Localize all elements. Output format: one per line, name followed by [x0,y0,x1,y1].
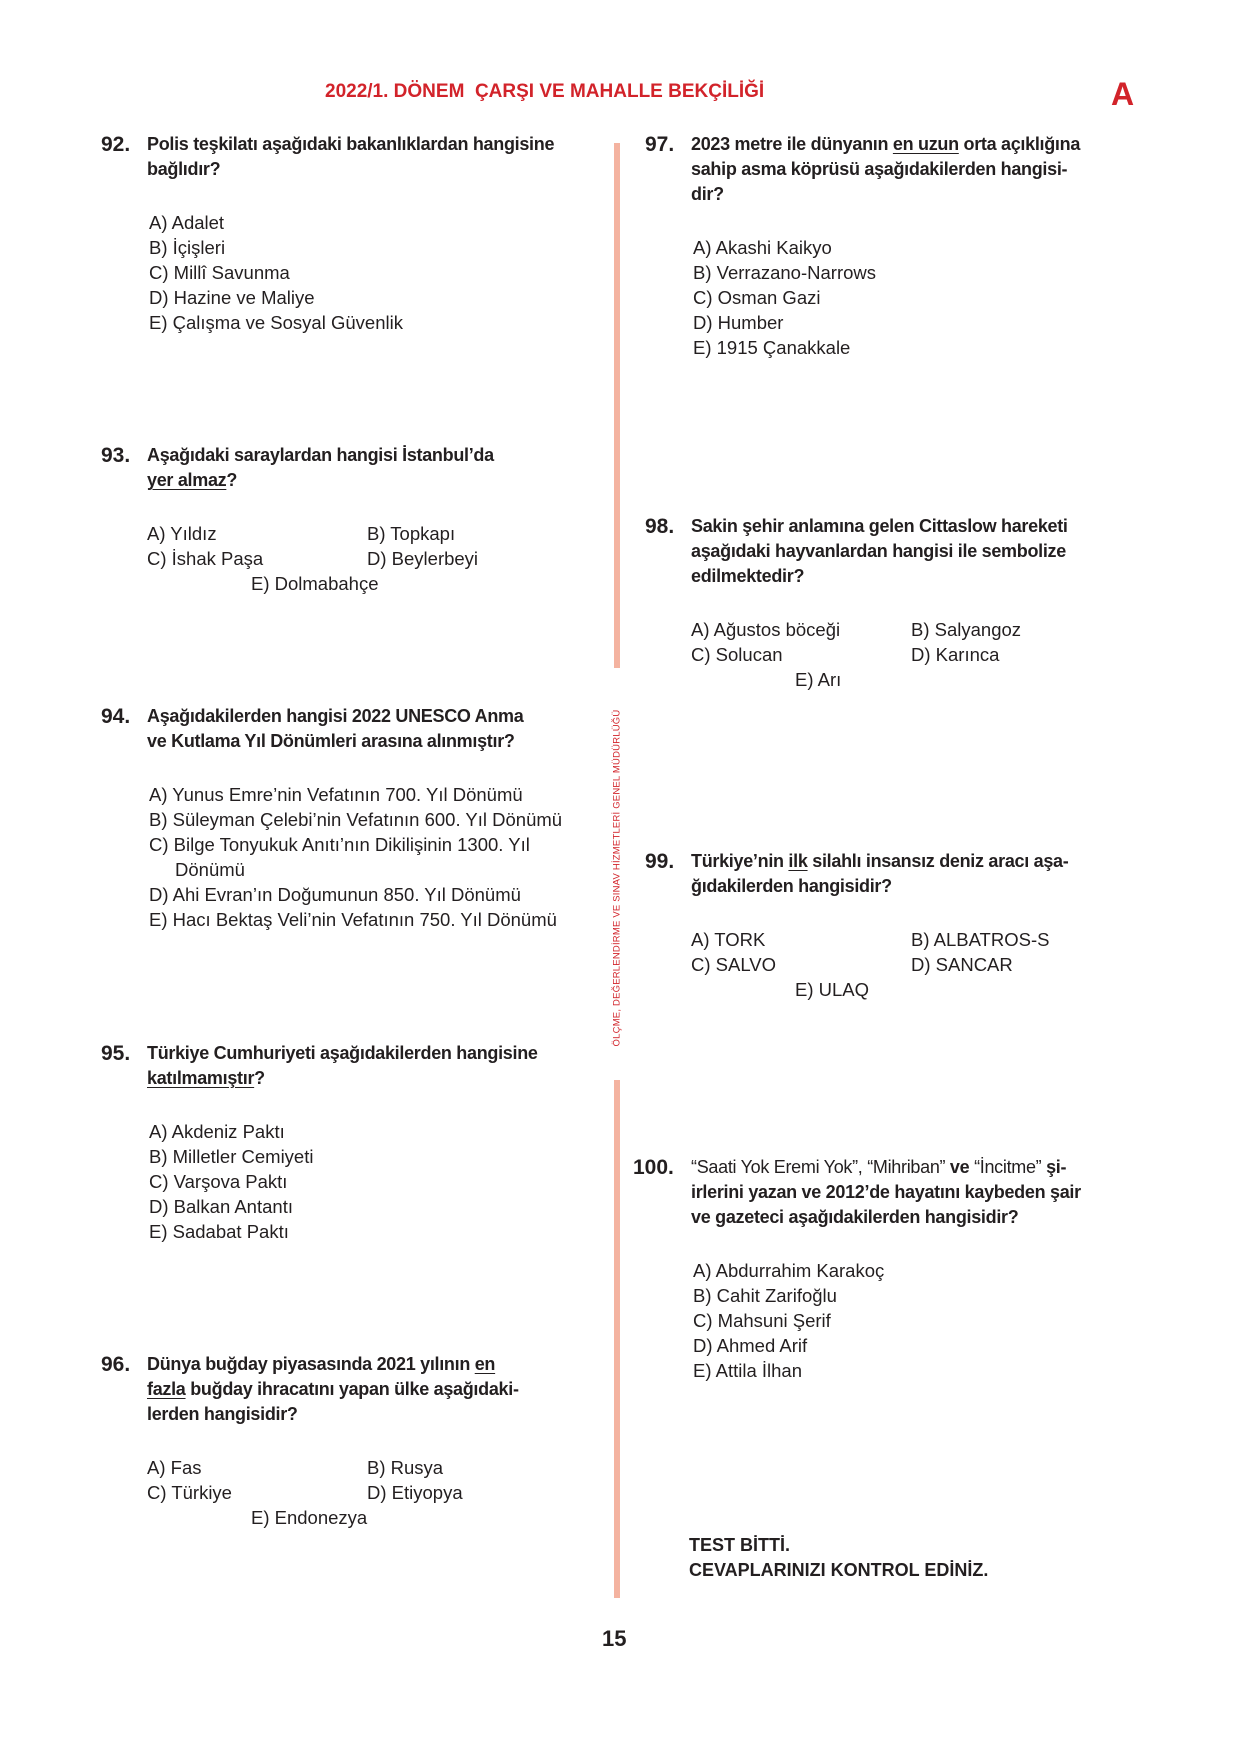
option-e[interactable]: E) Dolmabahçe [251,573,379,594]
question-body [147,1352,611,1530]
question-line [691,132,1185,157]
option-c[interactable]: C) Türkiye [147,1482,232,1503]
option-c[interactable]: C) Varşova Paktı [149,1171,288,1192]
question-98 [645,514,1185,692]
question-text [147,132,611,182]
question-body [691,514,1185,692]
option-d[interactable]: D) Ahi Evran’ın Doğumunun 850. Yıl Dönümü [149,884,521,905]
question-number: 92. [101,133,131,156]
option-d[interactable]: D) Karınca [911,644,1000,665]
option-e[interactable]: E) ULAQ [795,979,870,1000]
emphasis-underline: ilk [788,851,808,871]
option-a[interactable]: A) Yunus Emre’nin Vefatının 700. Yıl Dönümü [149,784,523,805]
option-e[interactable]: E) Sadabat Paktı [149,1221,289,1242]
emphasis-underline: katılmamıştır [147,1068,255,1088]
option-d[interactable]: D) Etiyopya [367,1482,463,1503]
question-93 [101,443,611,596]
option-c[interactable]: C) Solucan [691,644,783,665]
question-text [147,443,611,493]
question-line: Polis teşkilatı aşağıdaki bakanlıklardan hangisine [147,134,555,154]
question-line: ğıdakilerden hangisidir? [691,876,892,896]
booklet-type: A [1111,76,1135,112]
question-body [691,1155,1193,1383]
question-line [147,1352,611,1377]
question-number: 97. [645,133,675,156]
option-c-continued: Dönümü [175,859,245,880]
option-b[interactable]: B) İçişleri [149,237,226,258]
question-94 [101,704,611,932]
question-body [147,132,611,335]
option-a[interactable]: A) Adalet [149,212,225,233]
options-grid [691,617,1185,692]
option-a[interactable]: A) TORK [691,929,766,950]
option-a[interactable]: A) Yıldız [147,523,217,544]
question-line [147,1377,611,1402]
question-text [147,1041,611,1091]
emphasis-underline: fazla [147,1379,186,1399]
question-line: edilmektedir? [691,566,805,586]
option-c[interactable]: C) Millî Savunma [149,262,290,283]
question-line-start: Dünya buğday piyasasında 2021 yılının [147,1354,475,1374]
option-c[interactable]: C) Osman Gazi [693,287,821,308]
option-b[interactable]: B) Milletler Cemiyeti [149,1146,314,1167]
question-body [691,849,1185,1002]
question-text [147,704,611,754]
option-b[interactable]: B) ALBATROS-S [911,929,1050,950]
emphasis-underline: en [474,1354,496,1374]
page-number: 15 [602,1626,627,1651]
option-e[interactable]: E) Hacı Bektaş Veli’nin Vefatının 750. Yıl Dönümü [149,909,557,930]
question-line-rest: orta açıklığına [958,134,1081,154]
exam-title: 2022/1. DÖNEM ÇARŞI VE MAHALLE BEKÇİLİĞİ [325,81,765,102]
question-line-rest: silahlı insansız deniz aracı aşa- [807,851,1069,871]
question-text [147,1352,611,1427]
option-a[interactable]: A) Akdeniz Paktı [149,1121,285,1142]
options-list [147,782,611,932]
question-line [147,468,611,493]
option-a[interactable]: A) Abdurrahim Karakoç [693,1260,885,1281]
question-body [691,132,1185,360]
question-line [147,1066,611,1091]
question-line: bağlıdır? [147,159,221,179]
question-number: 99. [645,850,675,873]
option-b[interactable]: B) Topkapı [367,523,456,544]
question-body [147,1041,611,1244]
option-d[interactable]: D) SANCAR [911,954,1013,975]
options-grid [147,1455,611,1530]
question-number: 98. [645,515,675,538]
option-a[interactable]: A) Akashi Kaikyo [693,237,832,258]
question-line: lerden hangisidir? [147,1404,298,1424]
options-list [691,235,1185,360]
option-c[interactable]: C) İshak Paşa [147,548,264,569]
option-b[interactable]: B) Süleyman Çelebi’nin Vefatının 600. Yıl Dönümü [149,809,563,830]
question-99 [645,849,1185,1002]
question-95 [101,1041,611,1244]
question-line: aşağıdaki hayvanlardan hangisi ile sembolize [691,541,1066,561]
question-line: Aşağıdakilerden hangisi 2022 UNESCO Anma [147,706,524,726]
question-line: ve gazeteci aşağıdakilerden hangisidir? [691,1207,1019,1227]
option-e[interactable]: E) Çalışma ve Sosyal Güvenlik [149,312,403,333]
emphasis-underline: yer almaz [147,470,227,490]
column-divider-bottom [614,1080,620,1598]
question-number: 93. [101,444,131,467]
option-d[interactable]: D) Beylerbeyi [367,548,479,569]
option-c[interactable]: C) Mahsuni Şerif [693,1310,831,1331]
side-organization-label: ÖLÇME, DEĞERLENDİRME VE SINAV HİZMETLERİ GENEL MÜDÜRLÜĞÜ [611,709,623,1047]
question-line [691,1155,1193,1180]
question-line: Aşağıdaki saraylardan hangisi İstanbul’da [147,445,494,465]
option-d[interactable]: D) Balkan Antantı [149,1196,293,1217]
poem-title: “İncitme” [974,1157,1042,1177]
question-body [147,443,611,596]
question-line [691,849,1185,874]
option-c[interactable]: C) SALVO [691,954,776,975]
options-list [147,1119,611,1244]
column-divider-top [614,143,620,668]
option-d[interactable]: D) Hazine ve Maliye [149,287,315,308]
option-b[interactable]: B) Rusya [367,1457,444,1478]
question-line: sahip asma köprüsü aşağıdakilerden hangisi- [691,159,1068,179]
question-96 [101,1352,611,1530]
question-line-rest: ? [226,470,238,490]
options-list [147,210,611,335]
question-100 [633,1155,1193,1383]
question-text [691,1155,1193,1230]
question-line: Sakin şehir anlamına gelen Cittaslow hareketi [691,516,1068,536]
question-text [691,514,1185,589]
option-c[interactable]: C) Bilge Tonyukuk Anıtı’nın Dikilişinin 1300. Yıl [149,834,530,855]
question-line-rest: ? [254,1068,265,1088]
options-grid [691,927,1185,1002]
question-92 [101,132,611,335]
question-text [691,132,1185,207]
question-number: 95. [101,1042,131,1065]
question-line-start: 2023 metre ile dünyanın [691,134,893,154]
question-line-rest: şi- [1041,1157,1067,1177]
test-end-message [689,1533,988,1583]
question-line: ve Kutlama Yıl Dönümleri arasına alınmıştır? [147,731,515,751]
options-list [691,1258,1193,1383]
option-e[interactable]: E) Arı [795,669,842,690]
option-a[interactable]: A) Ağustos böceği [691,619,841,640]
option-e[interactable]: E) Attila İlhan [693,1360,803,1381]
end-line-1: TEST BİTTİ. [689,1535,790,1555]
option-b[interactable]: B) Verrazano-Narrows [693,262,877,283]
option-e[interactable]: E) 1915 Çanakkale [693,337,851,358]
question-line-mid: ve [945,1157,975,1177]
option-d[interactable]: D) Ahmed Arif [693,1335,808,1356]
question-text [691,849,1185,899]
question-number: 96. [101,1353,131,1376]
option-d[interactable]: D) Humber [693,312,784,333]
end-line-2: CEVAPLARINIZI KONTROL EDİNİZ. [689,1560,989,1580]
question-body [147,704,611,932]
question-line: dir? [691,184,724,204]
poem-titles: “Saati Yok Eremi Yok”, “Mihriban” [691,1157,946,1177]
question-line: Türkiye Cumhuriyeti aşağıdakilerden hangisine [147,1043,538,1063]
question-number: 94. [101,705,131,728]
question-number: 100. [633,1156,674,1179]
question-line-start: Türkiye’nin [691,851,789,871]
option-b[interactable]: B) Cahit Zarifoğlu [693,1285,837,1306]
question-line-rest: buğday ihracatını yapan ülke aşağıdaki- [185,1379,519,1399]
question-line: irlerini yazan ve 2012’de hayatını kaybeden şair [691,1182,1081,1202]
options-grid [147,521,611,596]
option-e[interactable]: E) Endonezya [251,1507,368,1528]
option-b[interactable]: B) Salyangoz [911,619,1022,640]
emphasis-underline: en uzun [892,134,959,154]
option-a[interactable]: A) Fas [147,1457,202,1478]
question-97 [645,132,1185,360]
